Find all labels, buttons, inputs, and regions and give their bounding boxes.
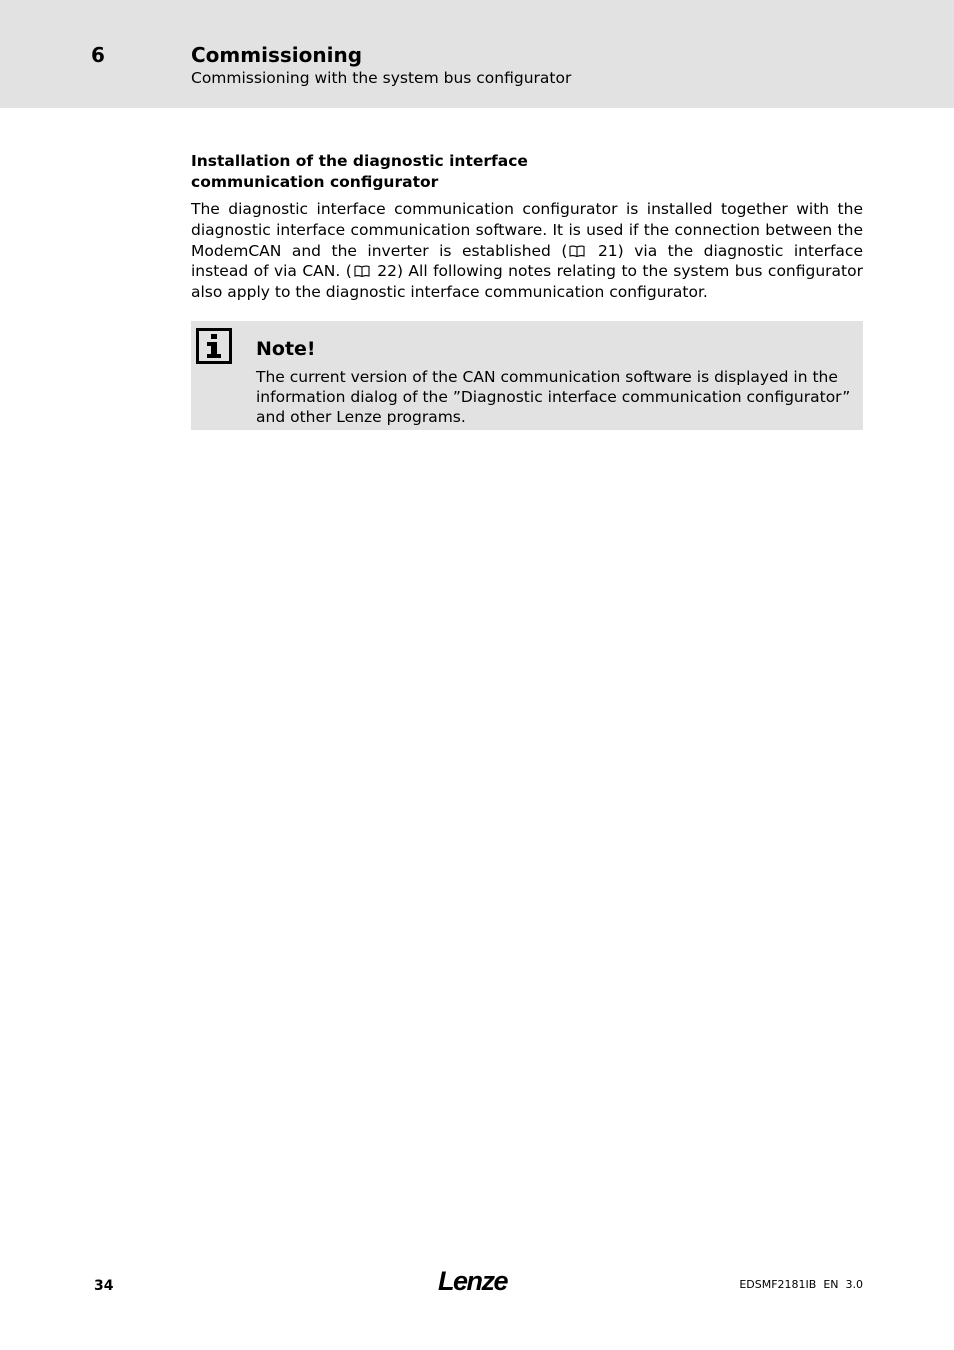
chapter-title: Commissioning bbox=[191, 43, 363, 67]
page-reference-1: 21 bbox=[597, 241, 618, 260]
page-header bbox=[0, 0, 954, 108]
section-heading: Installation of the diagnostic interface communication configurator bbox=[191, 152, 528, 191]
chapter-subtitle: Commissioning with the system bus configurator bbox=[191, 69, 572, 87]
document-code: EDSMF2181IB EN 3.0 bbox=[739, 1278, 863, 1291]
chapter-number: 6 bbox=[91, 43, 105, 67]
body-text-part-2: ) via the diagnostic interface instead of via CAN. ( bbox=[191, 241, 863, 281]
note-text: The current version of the CAN communication software is displayed in the information dialog of the ”Diagnostic interface communication configurator” and other Lenze programs. bbox=[256, 368, 851, 426]
note-title: Note! bbox=[256, 338, 316, 360]
body-text-part-3: ) All following notes relating to the system bus configurator also apply to the diagnostic interface communication configurator. bbox=[191, 262, 863, 302]
note-box bbox=[191, 321, 863, 430]
body-text-part-1: The diagnostic interface communication configurator is installed together with the diagnostic interface communication software. It is used if the connection between the ModemCAN and the inverter is established ( bbox=[191, 200, 863, 260]
book-icon bbox=[569, 245, 585, 257]
section-body-text bbox=[191, 199, 863, 303]
page-reference-2: 22 bbox=[377, 262, 397, 281]
brand-logo: Lenze bbox=[438, 1266, 508, 1296]
page-number: 34 bbox=[94, 1278, 114, 1294]
book-icon bbox=[354, 265, 370, 277]
info-icon bbox=[196, 328, 232, 364]
